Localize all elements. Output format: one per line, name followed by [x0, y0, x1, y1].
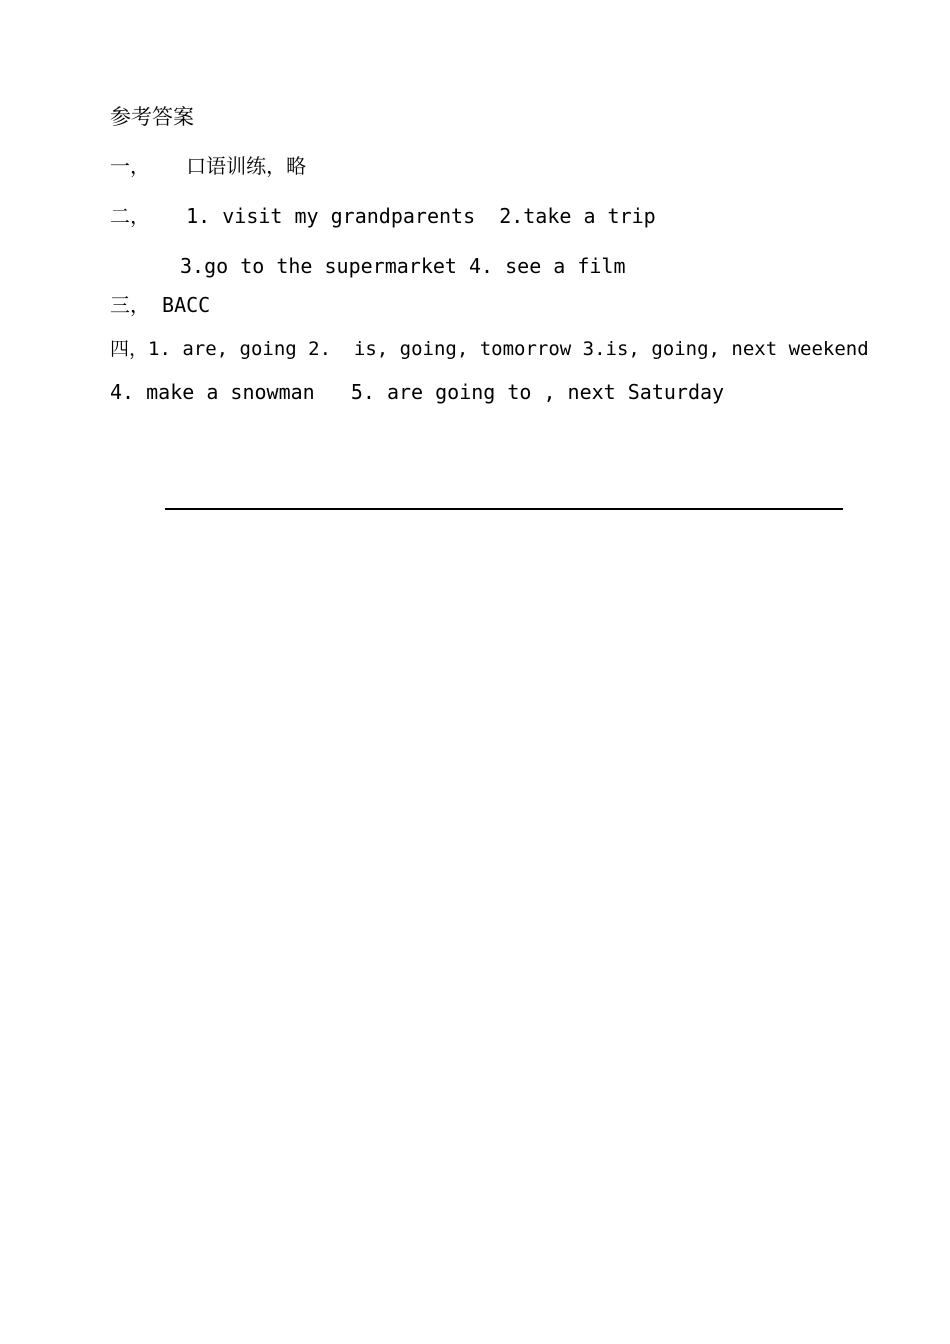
answer-line-2: 二， 1. visit my grandparents 2.take a trip: [110, 204, 656, 228]
answer-line-1: 一， 口语训练，略: [110, 154, 307, 178]
answer-line-3: 3.go to the supermarket 4. see a film: [180, 254, 626, 278]
answer-line-5: 四，1. are, going 2. is, going, tomorrow 3.is, going, next weekend: [110, 338, 869, 360]
horizontal-divider: [165, 508, 843, 510]
answer-line-4: 三， BACC: [110, 293, 211, 317]
page-title: 参考答案: [110, 105, 194, 129]
answer-line-6: 4. make a snowman 5. are going to , next Saturday: [110, 380, 725, 404]
